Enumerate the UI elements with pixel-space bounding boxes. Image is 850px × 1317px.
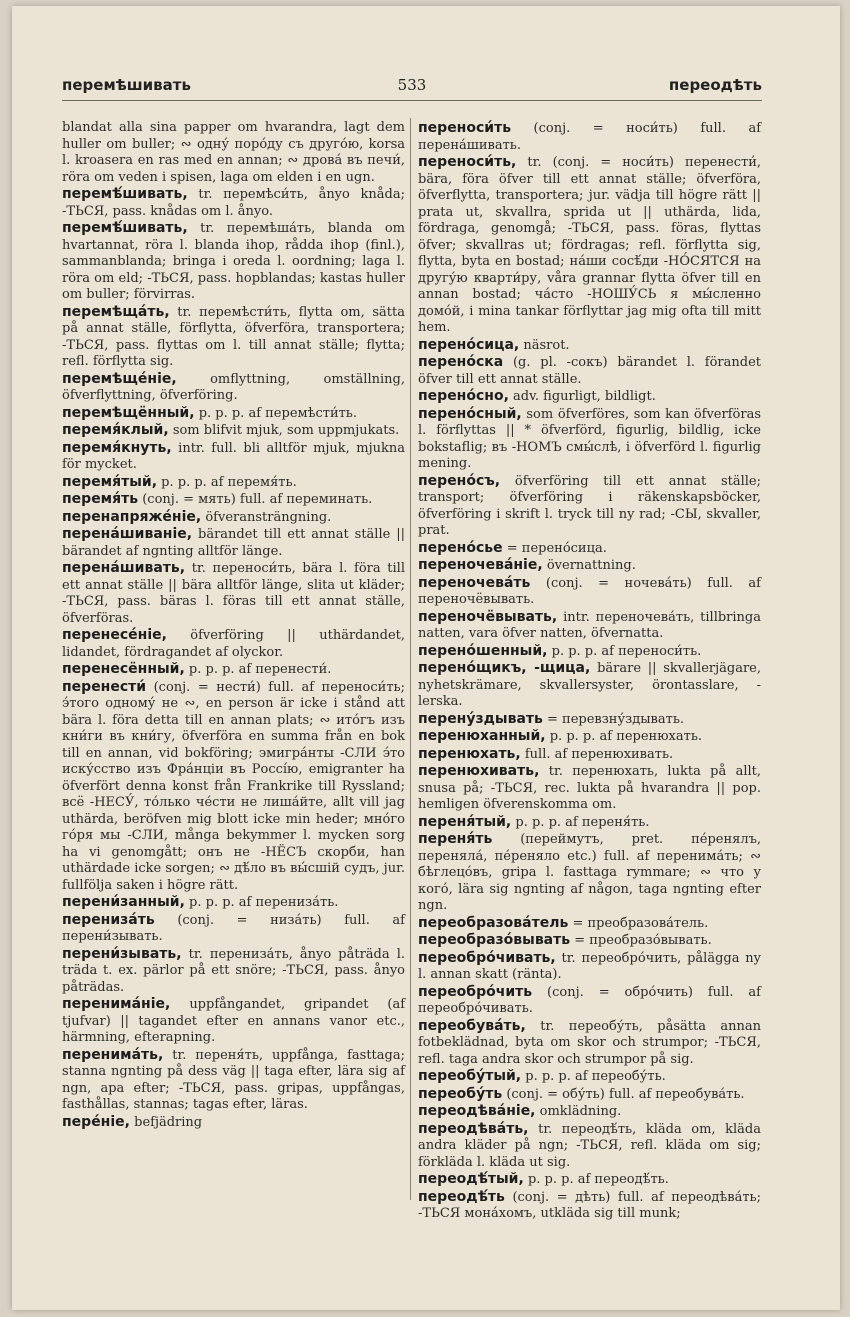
entry-definition: intr. full. bli alltför mjuk, mjukna för mycket. <box>62 440 406 472</box>
right-column <box>418 120 761 1223</box>
entry-headword: перени́зывать, <box>62 945 182 962</box>
dictionary-entry <box>62 1047 405 1114</box>
entry-definition: befjädring <box>134 1114 203 1130</box>
entry-headword: переодѣ́ть <box>418 1188 505 1205</box>
entry-definition: tr. перенюхать, lukta på allt, snusa på; -ТЬСЯ, rec. lukta på hvarandra || pop. hemligen öfverenskomma om. <box>418 764 762 812</box>
dictionary-entry <box>62 627 405 661</box>
entry-headword: перено́сица, <box>418 336 520 353</box>
entry-headword: перенапряже́ніе, <box>62 508 202 525</box>
dictionary-entry <box>62 186 405 220</box>
dictionary-entry <box>62 661 405 679</box>
dictionary-entry <box>62 304 405 371</box>
dictionary-entry <box>62 894 405 912</box>
entry-definition: (conj. = обро́чить) full. af переобро́чивать. <box>418 984 761 1016</box>
entry-headword: перемя́клый, <box>62 422 169 438</box>
running-head-left: перемѣшивать <box>62 76 191 94</box>
dictionary-entry <box>418 1018 761 1069</box>
entry-headword: переобу́ть <box>418 1085 503 1102</box>
dictionary-entry <box>418 984 761 1018</box>
entry-headword: переодѣва́ніе, <box>418 1103 536 1119</box>
entry-definition: tr. перемѣша́ть, blanda om hvartannat, röra l. blanda ihop, rådda ihop (finl.), sammanblanda; bringa i oreda l. oordning; laga l. röra om eld; -ТЬСЯ, pass. hopblandas; kastas huller om buller; förvirras. <box>62 221 405 302</box>
dictionary-entry <box>62 509 405 527</box>
entry-headword: перенесе́ніе, <box>62 627 167 643</box>
entry-definition: tr. перениза́ть, ånyo påträda l. träda t. ex. pärlor på ett snöre; -ТЬСЯ, pass. ånyo påträdas. <box>62 946 405 995</box>
dictionary-entry <box>418 1189 761 1223</box>
entry-headword: переночева́ть <box>418 574 531 591</box>
entry-definition: öfverföring || uthärdandet, lidandet, fördragandet af olyckor. <box>62 628 405 660</box>
entry-headword: перено́сье <box>418 539 503 556</box>
dictionary-entry <box>418 711 761 729</box>
entry-headword: переночева́ніе, <box>418 557 543 573</box>
entry-definition: p. p. p. af переодѣ́ть. <box>527 1172 669 1187</box>
dictionary-entry <box>418 540 761 558</box>
entry-definition: tr. переноси́ть, bära l. föra till ett annat ställe || bära alltför länge, slita ut kläder; -ТЬСЯ, pass. bäras l. föras till ett annat ställe, öfverföras. <box>62 561 405 626</box>
entry-definition: (conj. = дѣть) full. af переодѣва́ть; -ТЬСЯ мона́хомъ, utkläda sig till munk; <box>418 1189 761 1221</box>
entry-definition: bärandet till ett annat ställe || bärandet af ngnting alltför länge. <box>62 527 405 559</box>
entry-definition: intr. переночева́ть, tillbringa natten, vara öfver natten, öfvernatta. <box>418 609 761 641</box>
header-rule <box>62 100 762 101</box>
entry-definition: övernattning. <box>546 558 636 573</box>
dictionary-entry <box>62 440 405 474</box>
entry-definition: (conj. = нести́) full. af переноси́ть; э́того одному́ не ∾, en person är icke i stånd att bära l. föra detta till en annan plats; ∾ ито́гъ изъ кни́ги въ кни́гу, öfverföra en summa från en bok till en annan, vid bokföring; эмигра́нты -СЛИ э́то иску́сство изъ Фра́нціи въ Россі́ю, emigranter ha öfverfört denna konst från Frankrike till Ryssland; всё -НЕСУ́, то́лько че́сти не лиша́йте, allt vill jag uthärda, beröfven mig blott icke min heder; мно́го го́ря мы -СЛИ, många bekymmer l. mycken sorg ha vi genomgått; онъ не -НЁСЪ скорби, han uthärdade icke sorgen; ∾ дѣ́ло въ вы́сшій судъ, jur. fullfölja saken i högre rätt. <box>62 679 405 893</box>
entry-definition: tr. переобро́чить, pålägga ny l. annan skatt (ränta). <box>418 950 761 982</box>
dictionary-entry <box>418 1086 761 1104</box>
entry-headword: переня́ть <box>418 831 493 847</box>
entry-headword: перемѣще́ніе, <box>62 370 177 387</box>
entry-headword: переобу́тый, <box>418 1068 522 1084</box>
entry-definition: tr. переня́ть, uppfånga, fasttaga; stanna ngnting på dess väg || taga efter, lära sig af ngn, apa efter; -ТЬСЯ, pass. gripas, uppfångas, fasthållas, stannas; tagas efter, läras. <box>62 1047 405 1112</box>
entry-definition: omflyttning, omställning, öfverflyttning, öfverföring. <box>62 371 405 403</box>
dictionary-entry <box>418 609 761 643</box>
entry-definition: (conj. = ночева́ть) full. af переночёвывать. <box>418 575 761 607</box>
entry-definition: som öfverföres, som kan öfverföras l. förflyttas || * öfverförd, figurlig, bildlig, icke bokstaflig; въ -НОМЪ смы́слѣ, i öfverförd l. figurlig mening. <box>418 406 761 471</box>
entry-definition: blandat alla sina papper om hvarandra, lagt dem huller om buller; ∾ одну́ поро́ду съ друго́ю, korsa l. kroasera en ras med en annan; ∾ дрова́ въ печи́, röra om veden i spisen, laga om elden i en ugn. <box>62 120 405 185</box>
entry-definition: öfverföring till ett annat ställe; transport; öfverföring i räkenskapsböcker, öfverföring i skrift l. tryck till ny rad; -СЫ, skvaller, prat. <box>418 473 762 538</box>
entry-headword: переобразова́тель <box>418 914 569 931</box>
entry-definition: öfveransträngning. <box>205 509 332 525</box>
dictionary-entry <box>62 422 405 440</box>
dictionary-entry <box>62 120 405 186</box>
entry-definition: näsrot. <box>523 337 570 353</box>
entry-definition: (conj. = обу́ть) full. af переобува́ть. <box>506 1086 745 1102</box>
dictionary-entry <box>418 831 761 915</box>
left-column <box>62 120 405 1131</box>
entry-headword: переночёвывать, <box>418 608 558 625</box>
entry-headword: перено́сный, <box>418 405 522 422</box>
entry-headword: переобразо́вывать <box>418 932 571 948</box>
dictionary-entry <box>62 1114 405 1132</box>
entry-definition: (conj. = низа́ть) full. af перени́зывать. <box>62 912 405 944</box>
entry-headword: перено́сно, <box>418 388 509 404</box>
running-head-right: переодѣть <box>668 76 762 94</box>
entry-headword: перемѣ́шивать, <box>62 186 188 202</box>
entry-definition: = преобразова́тель. <box>572 915 709 931</box>
entry-headword: переобро́чивать, <box>418 949 556 966</box>
entry-headword: перено́ска <box>418 354 504 370</box>
dictionary-entry <box>418 120 761 154</box>
dictionary-entry <box>62 679 405 895</box>
entry-definition: (переймутъ, pret. пе́ренялъ, переняла́, пе́реняло etc.) full. af перенима́ть; ∾ бѣглецо́въ, gripa l. fasttaga rymmare; ∾ что у кого́, lära sig ngnting af någon, taga ngnting efter ngn. <box>418 832 761 913</box>
dictionary-entry <box>418 354 761 388</box>
entry-definition: = перевзну́здывать. <box>547 711 685 727</box>
dictionary-entry <box>62 371 405 405</box>
entry-headword: переня́тый, <box>418 813 512 830</box>
entry-headword: перенюхивать, <box>418 763 540 779</box>
entry-headword: перенюхать, <box>418 745 521 762</box>
entry-headword: перенесённый, <box>62 661 185 677</box>
dictionary-entry <box>418 557 761 575</box>
entry-definition: uppfångandet, gripandet (af tjufvar) || tagandet efter en annans vanor etc., härmning, efterapning. <box>62 997 406 1045</box>
entry-definition: p. p. p. af перенюхать. <box>549 729 703 744</box>
page-number: 533 <box>397 76 427 94</box>
entry-definition: p. p. p. af перенести́. <box>188 662 332 677</box>
entry-headword: перено́щикъ, -щица, <box>418 660 591 676</box>
dictionary-entry <box>62 491 405 509</box>
entry-definition: = преобразо́вывать. <box>574 933 712 948</box>
dictionary-entry <box>62 474 405 492</box>
entry-headword: перемя́тый, <box>62 473 158 490</box>
dictionary-entry <box>418 1121 761 1172</box>
entry-definition: tr. (conj. = носи́ть) перенести́, bära, föra öfver till ett annat ställe; öfverföra, öfverflytta, transportera; jur. vädja till högre rätt || prata ut, skvallra, sprida ut || uthärda, lida, fördraga, genomgå; -ТЬСЯ, pass. föras, flyttas öfver; skvallras ut; fördragas; refl. förflytta sig, flytta, byta en bostad; на́ши сосѣ́ди -НО́СЯТСЯ на другу́ю кварти́ру, våra grannar flytta öfver till en annan bostad; ча́сто -НОШУ́СЬ я мы́сленно домо́й, i mina tankar förflyttar jag mig ofta till mitt hem. <box>418 155 762 335</box>
entry-definition: tr. перемѣсти́ть, flytta om, sätta på annat ställe, förflytta, öfverföra, transportera; -ТЬСЯ, pass. flyttas om l. till annat ställe; flytta; refl. förflytta sig. <box>62 304 406 369</box>
dictionary-page <box>12 6 840 1310</box>
dictionary-entry <box>418 388 761 406</box>
entry-definition: full. af перенюхивать. <box>524 746 674 762</box>
entry-headword: переобро́чить <box>418 983 533 1000</box>
entry-headword: пере́ніе, <box>62 1113 130 1130</box>
entry-headword: переодѣ́тый, <box>418 1171 524 1187</box>
entry-headword: переодѣва́ть, <box>418 1120 529 1137</box>
entry-headword: перенима́ть, <box>62 1046 164 1063</box>
dictionary-entry <box>418 660 761 711</box>
dictionary-entry <box>62 526 405 560</box>
entry-headword: перено́шенный, <box>418 642 548 659</box>
dictionary-entry <box>62 405 405 423</box>
dictionary-entry <box>418 763 761 814</box>
entry-definition: (conj. = мять) full. af переминать. <box>142 492 373 507</box>
entry-headword: перенести́ <box>62 678 147 695</box>
entry-definition: (g. pl. -сокъ) bärandet l. förandet öfver till ett annat ställe. <box>418 355 761 387</box>
entry-headword: перенюханный, <box>418 728 546 744</box>
entry-definition: tr. переобу́ть, påsätta annan fotbeklädnad, byta om skor och strumpor; -ТЬСЯ, refl. taga andra skor och strumpor på sig. <box>418 1018 761 1067</box>
entry-headword: перена́шивать, <box>62 560 186 576</box>
entry-headword: перемѣщённый, <box>62 404 195 421</box>
entry-headword: перени́занный, <box>62 894 185 910</box>
dictionary-entry <box>62 946 405 997</box>
entry-definition: omklädning. <box>539 1104 622 1119</box>
dictionary-entry <box>62 912 405 946</box>
entry-headword: перемя́ть <box>62 491 139 507</box>
entry-headword: перениза́ть <box>62 911 155 928</box>
entry-definition: p. p. p. af перемѣсти́ть. <box>198 405 358 421</box>
entry-definition: tr. переодѣ́ть, kläda om, kläda andra kläder på ngn; -ТЬСЯ, refl. kläda om sig; förkläda l. kläda ut sig. <box>418 1121 761 1170</box>
dictionary-entry <box>418 932 761 950</box>
entry-headword: переноси́ть <box>418 120 512 136</box>
entry-headword: перену́здывать <box>418 710 543 727</box>
dictionary-entry <box>418 1068 761 1086</box>
entry-headword: переобува́ть, <box>418 1017 526 1034</box>
entry-definition: p. p. p. af перениза́ть. <box>189 895 339 910</box>
entry-definition: p. p. p. af переноси́ть. <box>551 643 702 659</box>
dictionary-entry <box>418 473 761 540</box>
entry-definition: p. p. p. af переня́ть. <box>515 814 650 830</box>
dictionary-entry <box>62 996 405 1047</box>
dictionary-entry <box>418 1171 761 1189</box>
entry-definition: tr. перемѣси́ть, ånyo knåda; -ТЬСЯ, pass. knådas om l. ånyo. <box>62 187 405 219</box>
entry-definition: bärare || skvallerjägare, nyhetskrämare, skvallersyster, örontasslare, -lerska. <box>418 661 761 709</box>
entry-headword: перена́шиваніе, <box>62 526 193 542</box>
dictionary-entry <box>418 950 761 984</box>
dictionary-entry <box>418 406 761 473</box>
dictionary-entry <box>418 915 761 933</box>
dictionary-entry <box>418 643 761 661</box>
dictionary-entry <box>418 154 761 337</box>
dictionary-entry <box>418 337 761 355</box>
dictionary-entry <box>418 728 761 746</box>
entry-headword: перемя́кнуть, <box>62 439 172 456</box>
entry-headword: перенима́ніе, <box>62 996 171 1012</box>
entry-definition: = перено́сица. <box>506 540 607 556</box>
entry-headword: переноси́ть, <box>418 154 517 170</box>
dictionary-entry <box>418 1103 761 1121</box>
entry-definition: som blifvit mjuk, som uppmjukats. <box>172 423 400 438</box>
dictionary-entry <box>418 746 761 764</box>
entry-definition: (conj. = носи́ть) full. af перена́шивать. <box>418 121 762 153</box>
column-divider <box>410 118 411 1200</box>
entry-definition: adv. figurligt, bildligt. <box>513 389 656 404</box>
dictionary-entry <box>62 220 405 304</box>
entry-headword: перемѣ́шивать, <box>62 220 188 236</box>
entry-headword: перено́съ, <box>418 472 501 489</box>
dictionary-entry <box>418 575 761 609</box>
entry-definition: p. p. p. af перемя́ть. <box>161 474 297 490</box>
entry-definition: p. p. p. af переобу́ть. <box>525 1069 666 1084</box>
dictionary-entry <box>418 814 761 832</box>
entry-headword: перемѣща́ть, <box>62 303 170 320</box>
dictionary-entry <box>62 560 405 627</box>
